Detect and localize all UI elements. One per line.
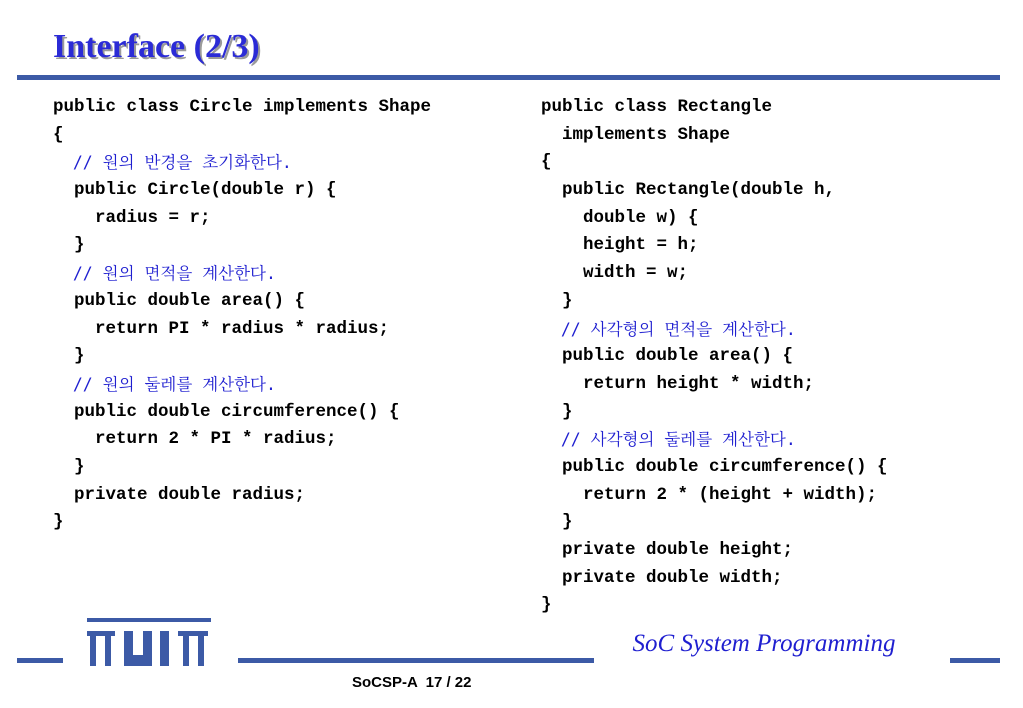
code-comment: // 원의 둘레를 계산한다. bbox=[53, 374, 276, 394]
code-line: height = h; bbox=[541, 235, 699, 256]
code-line: public Rectangle(double h, bbox=[541, 180, 836, 201]
code-line: { bbox=[53, 124, 64, 145]
code-line: return height * width; bbox=[541, 373, 815, 394]
code-comment: // 사각형의 둘레를 계산한다. bbox=[541, 430, 796, 450]
title-divider bbox=[17, 75, 1000, 80]
code-line: public double circumference() { bbox=[53, 401, 400, 422]
code-line: return PI * radius * radius; bbox=[53, 318, 390, 339]
code-line: return 2 * (height + width); bbox=[541, 484, 878, 505]
footer-rule-middle bbox=[238, 658, 594, 663]
code-line: return 2 * PI * radius; bbox=[53, 429, 337, 450]
tuit-logo-icon bbox=[87, 618, 211, 666]
code-line: { bbox=[541, 152, 552, 173]
slide-title: Interface (2/3) bbox=[53, 28, 260, 65]
code-line: private double width; bbox=[541, 567, 783, 588]
code-line: public class Circle implements Shape bbox=[53, 97, 432, 117]
code-comment: // 원의 반경을 초기화한다. bbox=[53, 153, 292, 173]
code-line: } bbox=[541, 290, 573, 311]
code-line: private double height; bbox=[541, 540, 794, 560]
code-line: radius = r; bbox=[53, 207, 211, 228]
footer-rule-right bbox=[950, 658, 1000, 663]
code-line: public double area() { bbox=[53, 290, 306, 311]
rectangle-code-block bbox=[541, 94, 888, 620]
code-comment: // 사각형의 면적을 계산한다. bbox=[541, 319, 796, 339]
code-line: public Circle(double r) { bbox=[53, 180, 337, 201]
code-line: public double area() { bbox=[541, 346, 794, 367]
code-line: } bbox=[541, 595, 552, 616]
code-line: width = w; bbox=[541, 263, 689, 284]
code-line: } bbox=[53, 512, 64, 533]
page-indicator: SoCSP-A 17 / 22 bbox=[352, 674, 472, 691]
code-line: } bbox=[541, 512, 573, 533]
code-line: implements Shape bbox=[541, 124, 731, 145]
code-comment: // 원의 면적을 계산한다. bbox=[53, 264, 276, 284]
code-line: } bbox=[53, 456, 85, 477]
footer-rule-left bbox=[17, 658, 63, 663]
code-line: double w) { bbox=[541, 207, 699, 228]
code-line: } bbox=[53, 346, 85, 367]
code-line: } bbox=[541, 401, 573, 422]
footer-brand: SoC System Programming bbox=[632, 630, 896, 657]
circle-code-block bbox=[53, 94, 431, 537]
code-line: private double radius; bbox=[53, 484, 306, 505]
code-line: public class Rectangle bbox=[541, 97, 773, 117]
code-line: } bbox=[53, 235, 85, 256]
code-line: public double circumference() { bbox=[541, 456, 888, 477]
